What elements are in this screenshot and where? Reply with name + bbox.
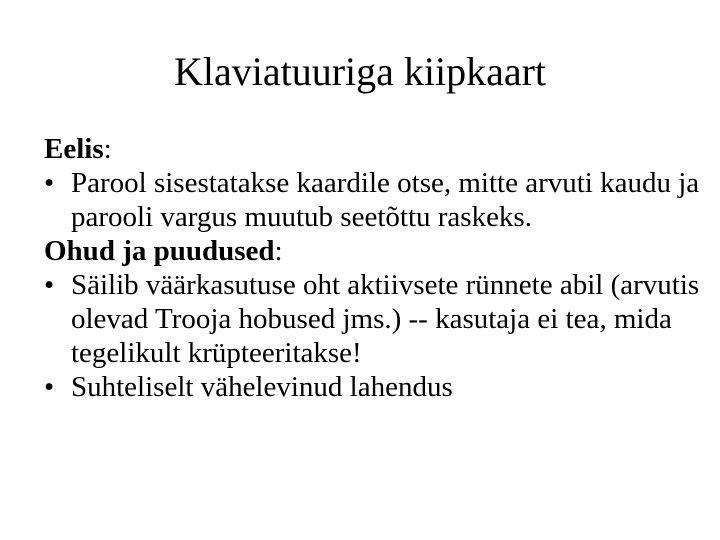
section-heading-text: Ohud ja puudused xyxy=(44,235,275,267)
heading-colon: : xyxy=(274,235,283,267)
heading-colon: : xyxy=(103,133,112,165)
bullet-icon: • xyxy=(44,371,55,403)
list-item-text: Säilib väärkasutuse oht aktiivsete rünnete abil (arvutis olevad Trooja hobused jms.) -- kasutaja ei tea, mida tegelikult krüpteeritakse! xyxy=(71,269,700,369)
bullet-icon: • xyxy=(44,167,55,199)
list-item xyxy=(44,166,704,234)
list-item-text: Suhteliselt vähelevinud lahendus xyxy=(71,371,453,403)
section-heading-risks xyxy=(44,234,704,268)
list-item xyxy=(44,268,704,370)
list-item xyxy=(44,370,704,404)
slide-title: Klaviatuuriga kiipkaart xyxy=(173,49,547,94)
slide-body xyxy=(44,132,704,404)
bullet-icon: • xyxy=(44,269,55,301)
section-heading-text: Eelis xyxy=(44,133,104,165)
list-item-text: Parool sisestatakse kaardile otse, mitte arvuti kaudu ja parooli vargus muutub seetõttu raskeks. xyxy=(71,167,700,233)
section-heading-advantage xyxy=(44,132,704,166)
